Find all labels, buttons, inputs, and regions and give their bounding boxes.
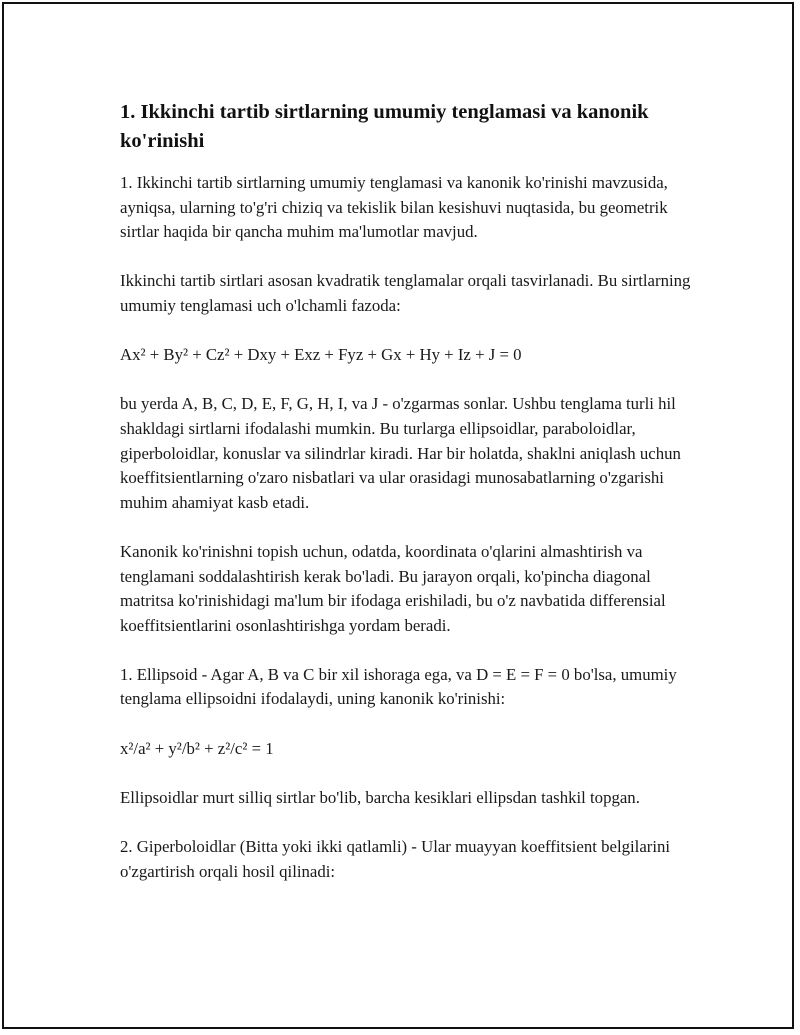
paragraph-canonical-form: Kanonik ko'rinishni topish uchun, odatda, koordinata o'qlarini almashtirish va tenglamani soddalashtirish kerak bo'ladi. Bu jarayon orqali, ko'pincha diagonal matritsa ko'rinishidagi ma'lum bir ifodaga erishiladi, bu o'z navbatida differensial koeffitsientlarini osonlashtirishga yordam beradi. [120, 541, 666, 635]
paragraph-ellipsoid-description: Ellipsoidlar murt silliq sirtlar bo'lib, barcha kesiklari ellipsdan tashkil topgan. [120, 787, 640, 807]
paragraph-coefficients: bu yerda A, B, C, D, E, F, G, H, I, va J - o'zgarmas sonlar. Ushbu tenglama turli hil shakldagi sirtlarni ifodalashi mumkin. Bu turlarga ellipsoidlar, paraboloidlar, giperboloidlar, konuslar va silindrlar kiradi. Har bir holatda, shaklni aniqlash uchun koeffitsientlarning o'zaro nisbatlari va ular orasidagi munosabatlarning o'zgarishi muhim ahamiyat kasb etadi. [120, 394, 681, 512]
general-equation-formula: Ax² + By² + Cz² + Dxy + Exz + Fyz + Gx + Hy + Iz + J = 0 [120, 345, 522, 365]
paragraph-ellipsoid: 1. Ellipsoid - Agar A, B va C bir xil ishoraga ega, va D = E = F = 0 bo'lsa, umumiy tenglama ellipsoidni ifodalaydi, uning kanonik ko'rinishi: [120, 664, 677, 709]
paragraph-intro: 1. Ikkinchi tartib sirtlarning umumiy tenglamasi va kanonik ko'rinishi mavzusida, ayniqsa, ularning to'g'ri chiziq va tekislik bilan kesishuvi nuqtasida, bu geometrik sirtlar haqida bir qancha muhim ma'lumotlar mavjud. [120, 173, 668, 242]
paragraph-general-equation-intro: Ikkinchi tartib sirtlari asosan kvadratik tenglamalar orqali tasvirlanadi. Bu sirtlarning umumiy tenglamasi uch o'lchamli fazoda: [120, 271, 691, 315]
document-title: 1. Ikkinchi tartib sirtlarning umumiy tenglamasi va kanonik ko'rinishi [120, 101, 649, 152]
ellipsoid-formula: x²/a² + y²/b² + z²/c² = 1 [120, 738, 274, 758]
page-frame [2, 2, 794, 1029]
paragraph-hyperboloids: 2. Giperboloidlar (Bitta yoki ikki qatlamli) - Ular muayyan koeffitsient belgilarini o'zgartirish orqali hosil qilinadi: [120, 837, 671, 881]
document-body [120, 98, 700, 909]
